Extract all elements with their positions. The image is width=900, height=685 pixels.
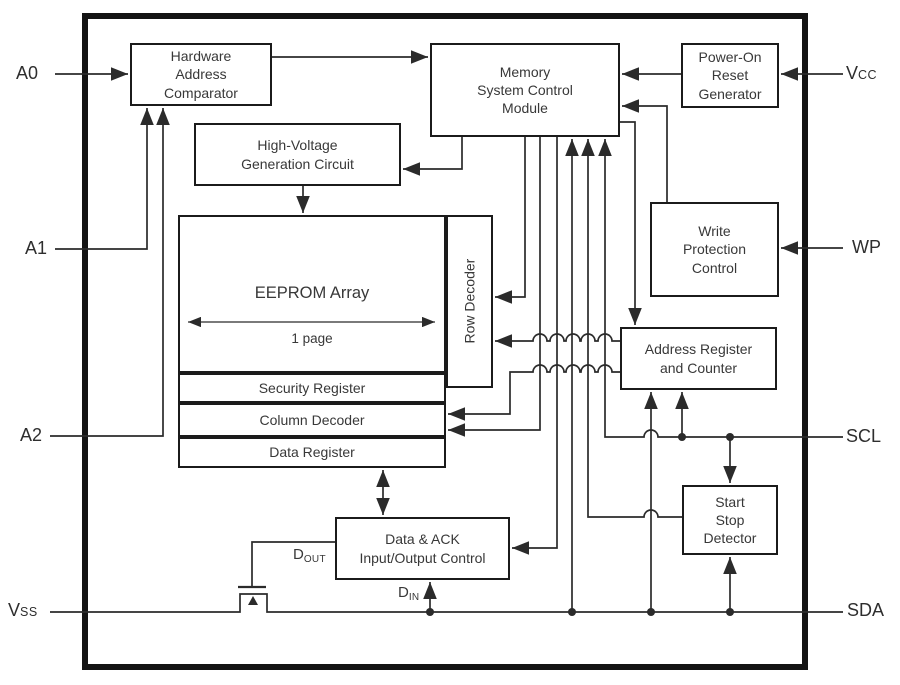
signal-text: D xyxy=(293,546,304,563)
block-label: Data & ACK xyxy=(385,531,460,548)
block-label: Row Decoder xyxy=(461,259,478,344)
signal-subscript: OUT xyxy=(303,554,326,565)
block-label: Security Register xyxy=(258,379,366,396)
block-label: Column Decoder xyxy=(259,411,365,428)
block-label: Address Register xyxy=(644,341,753,358)
pin-text: SDA xyxy=(847,600,885,620)
pin-subscript: CC xyxy=(858,68,878,82)
block-label: Module xyxy=(502,100,548,117)
memory-system-control-block xyxy=(430,43,620,137)
pin-text: V xyxy=(8,600,21,620)
address-register-block xyxy=(620,327,777,390)
pin-label-a1 xyxy=(25,238,47,259)
block-label: Generation Circuit xyxy=(241,155,354,172)
pin-label-scl xyxy=(846,426,881,447)
pin-label-vss xyxy=(8,600,38,621)
block-label: Write xyxy=(698,223,731,240)
eeprom-page-label: 1 page xyxy=(291,331,333,346)
block-label: Hardware xyxy=(170,48,232,65)
pin-text: V xyxy=(846,63,859,83)
high-voltage-generation-block xyxy=(194,123,401,186)
pin-label-sda xyxy=(847,600,884,621)
data-register-block xyxy=(178,437,446,468)
eeprom-array-block xyxy=(178,215,446,373)
hardware-address-comparator-block xyxy=(130,43,272,106)
write-protection-block xyxy=(650,202,779,297)
pin-text: A1 xyxy=(25,238,48,258)
pin-label-a2 xyxy=(20,425,42,446)
security-register-block xyxy=(178,373,446,403)
signal-text: D xyxy=(398,584,409,601)
block-label: Data Register xyxy=(269,444,355,461)
block-label: Protection xyxy=(682,241,747,258)
block-label: Start xyxy=(715,493,745,510)
row-decoder-block xyxy=(446,215,493,388)
block-label: Comparator xyxy=(164,84,238,101)
block-label: Memory xyxy=(499,63,551,80)
start-stop-detector-block xyxy=(682,485,778,555)
signal-label-dout xyxy=(293,546,326,563)
data-ack-io-control-block xyxy=(335,517,510,580)
pin-label-vcc xyxy=(846,63,877,84)
block-label: Detector xyxy=(703,530,757,547)
signal-label-din xyxy=(398,584,419,601)
block-label: Address xyxy=(175,66,227,83)
pin-text: A2 xyxy=(20,425,43,445)
pin-text: A0 xyxy=(16,63,39,83)
block-label: High-Voltage xyxy=(257,137,338,154)
block-label: System Control xyxy=(477,81,573,98)
column-decoder-block xyxy=(178,403,446,437)
block-label: Stop xyxy=(715,511,745,528)
pin-label-wp xyxy=(852,237,881,258)
pin-label-a0 xyxy=(16,63,38,84)
pin-text: WP xyxy=(852,237,881,257)
block-label: Generator xyxy=(698,85,762,102)
block-label: Control xyxy=(691,259,738,276)
signal-subscript: IN xyxy=(408,592,420,603)
block-label: Power-On xyxy=(698,49,762,66)
block-label: Input/Output Control xyxy=(359,549,486,566)
pin-text: SCL xyxy=(846,426,882,446)
block-label: and Counter xyxy=(659,359,738,376)
eeprom-array-title: EEPROM Array xyxy=(254,284,370,302)
pin-subscript: SS xyxy=(20,605,38,619)
power-on-reset-block xyxy=(681,43,779,108)
block-label: Reset xyxy=(711,67,749,84)
